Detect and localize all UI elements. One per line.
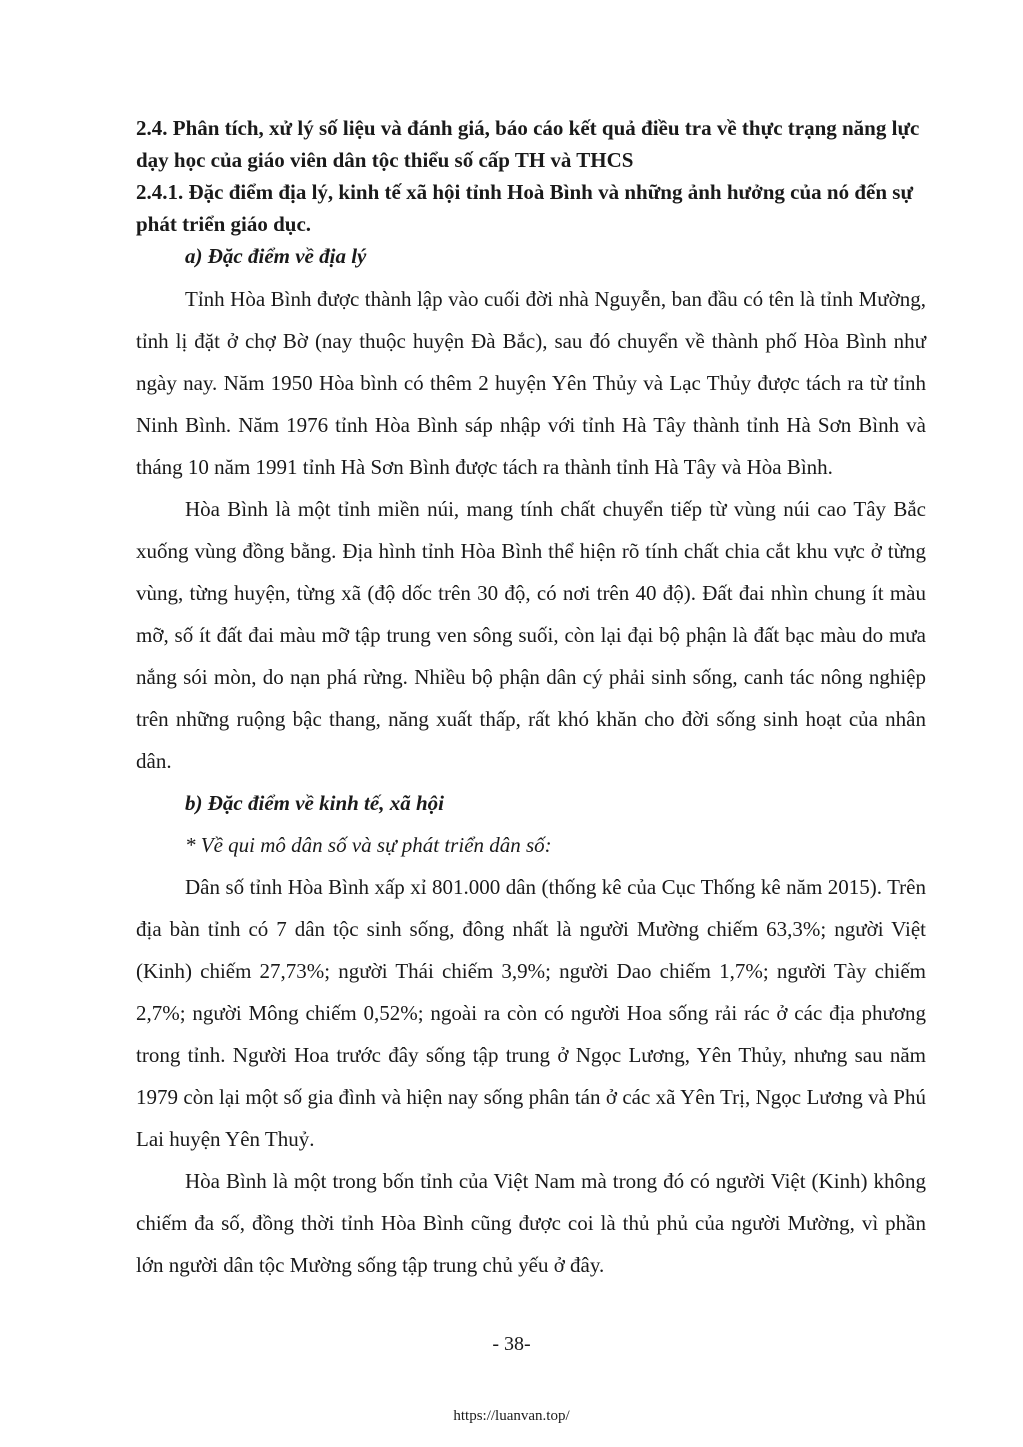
paragraph-terrain: Hòa Bình là một tỉnh miền núi, mang tính chất chuyển tiếp từ vùng núi cao Tây Bắc xuống vùng đồng bằng. Địa hình tỉnh Hòa Bình thể hiện rõ tính chất chia cắt khu vực ở từng vùng, từng huyện, từng xã (độ dốc trên 30 độ, có nơi trên 40 độ). Đất đai nhìn chung ít màu mỡ, số ít đất đai màu mỡ tập trung ven sông suối, còn lại đại bộ phận là đất bạc màu do mưa nắng sói mòn, do nạn phá rừng. Nhiều bộ phận dân cý phải sinh sống, canh tác nông nghiệp trên những ruộng bậc thang, năng xuất thấp, rất khó khăn cho đời sống sinh hoạt của nhân dân. [136,497,926,773]
page-number: - 38- [492,1333,531,1355]
paragraph-history: Tỉnh Hòa Bình được thành lập vào cuối đời nhà Nguyễn, ban đầu có tên là tỉnh Mường, tỉnh lị đặt ở chợ Bờ (nay thuộc huyện Đà Bắc), sau đó chuyển về thành phố Hòa Bình như ngày nay. Năm 1950 Hòa bình có thêm 2 huyện Yên Thủy và Lạc Thủy được tách ra từ tỉnh Ninh Bình. Năm 1976 tỉnh Hòa Bình sáp nhập với tỉnh Hà Tây thành tỉnh Hà Sơn Bình và tháng 10 năm 1991 tỉnh Hà Sơn Bình được tách ra thành tỉnh Hà Tây và Hòa Bình. [136,287,926,479]
paragraph-muong: Hòa Bình là một trong bốn tỉnh của Việt Nam mà trong đó có người Việt (Kinh) không chiếm đa số, đồng thời tỉnh Hòa Bình cũng được coi là thủ phủ của người Mường, vì phần lớn người dân tộc Mường sống tập trung chủ yếu ở đây. [136,1169,926,1277]
section-heading-2-4-1: 2.4.1. Đặc điểm địa lý, kinh tế xã hội tỉnh Hoà Bình và những ảnh hưởng của nó đến sự phát triển giáo dục. [136,180,914,236]
footer-url[interactable]: https://luanvan.top/ [453,1408,570,1424]
section-heading-2-4: 2.4. Phân tích, xử lý số liệu và đánh giá, báo cáo kết quả điều tra về thực trạng năng lực dạy học của giáo viên dân tộc thiểu số cấp TH và THCS [136,116,920,172]
paragraph-population: Dân số tỉnh Hòa Bình xấp xỉ 801.000 dân (thống kê của Cục Thống kê năm 2015). Trên địa bàn tỉnh có 7 dân tộc sinh sống, đông nhất là người Mường chiếm 63,3%; người Việt (Kinh) chiếm 27,73%; người Thái chiếm 3,9%; người Dao chiếm 1,7%; người Tày chiếm 2,7%; người Mông chiếm 0,52%; ngoài ra còn có người Hoa sống rải rác ở các địa phương trong tỉnh. Người Hoa trước đây sống tập trung ở Ngọc Lương, Yên Thủy, nhưng sau năm 1979 còn lại một số gia đình và hiện nay sống phân tán ở các xã Yên Trị, Ngọc Lương và Phú Lai huyện Yên Thuỷ. [136,875,926,1151]
subheading-geography: a) Đặc điểm về địa lý [185,244,367,268]
subheading-socioeconomic: b) Đặc điểm về kinh tế, xã hội [185,791,444,815]
document-body [136,112,926,1286]
note-population: * Về qui mô dân số và sự phát triển dân số: [185,833,552,857]
